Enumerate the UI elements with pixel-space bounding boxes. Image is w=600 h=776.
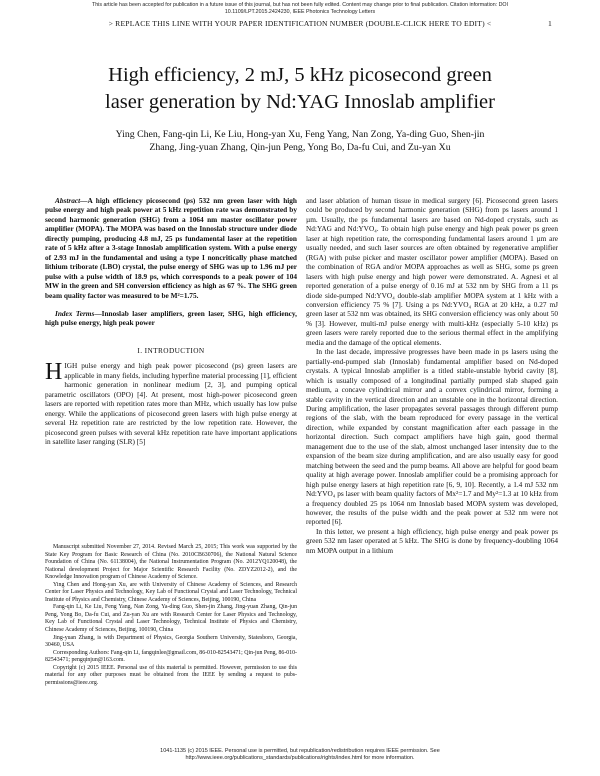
footer-line-2[interactable]: http://www.ieee.org/publications_standards/publications/rights/index.html for more information. [185,755,415,761]
title-line-1: High efficiency, 2 mJ, 5 kHz picosecond green [108,64,492,86]
authors-line-1: Ying Chen, Fang-qin Li, Ke Liu, Hong-yan Xu, Feng Yang, Nan Zong, Ya-ding Guo, Shen-jin [115,129,485,140]
publication-notice [0,2,600,16]
copyright-footer [0,748,600,762]
running-head-text[interactable]: > REPLACE THIS LINE WITH YOUR PAPER IDENTIFICATION NUMBER (DOUBLE-CLICK HERE TO EDIT) < [108,19,492,28]
title-line-2: laser generation by Nd:YAG Innoslab amplifier [105,91,495,113]
body-paragraph: In this letter, we present a high efficiency, high pulse energy and peak power ps green 532 nm laser operated at 5 kHz. The SHG is done by frequency-doubling 1064 nm MOPA output in a lithium [306,526,558,555]
abstract-text: —A high efficiency picosecond (ps) 532 nm green laser with high pulse energy and high peak power at 5 kHz repetition rate was demonstrated by second harmonic generation (SHG) from a 1064 nm master oscillator power amplifier (MOPA). The MOPA was based on the Innoslab structure under diode directly pumping, producing 4.8 mJ, 25 ps fundamental laser at the repetition rate of 5 kHz after a 3-stage Innoslab amplification system. With a pulse energy of 2.93 mJ in the fundamental and using a type I noncritically phase matched lithium triborate (LBO) crystal, the pulse energy of SHG was up to 1.96 mJ per pulse with a pulse width of 18.9 ps, which corresponds to a peak power of 104 MW in the green and SH conversion efficiency as high as 67 %. The SHG green beam quality factor was measured to be M²=1.75. [45,196,297,300]
footnote: Copyright (c) 2015 IEEE. Personal use of this material is permitted. However, permission to use this material for any other purposes must be obtained from the IEEE by sending a request to pubs-permissions@ieee.org. [45,664,297,686]
author-list [60,128,540,154]
index-terms-label: Index Terms [55,308,95,318]
right-column [306,196,558,555]
footnote: Jing-yuan Zhang, is with Department of Physics, Georgia Southern University, Statesboro, Georgia, 30460, USA [45,634,297,649]
running-head [0,19,600,28]
footnote: Corresponding Authors: Fang-qin Li, fangqinlee@gmail.com, 86-010-82543471; Qin-jun Peng, 86-010-82543471; pengqinjun@163.com. [45,649,297,664]
page-number: 1 [548,19,552,28]
left-column [45,196,297,446]
drop-cap: H [45,359,63,386]
index-terms-text: —Innoslab laser amplifiers, green laser, SHG, high efficiency, high pulse energy, high peak power [45,308,297,328]
notice-line-2: 10.1109/LPT.2015.2424230, IEEE Photonics Technology Letters [224,9,376,15]
authors-line-2: Zhang, Jing-yuan Zhang, Qin-jun Peng, Yong Bo, Da-fu Cui, and Zu-yan Xu [149,142,451,153]
abstract-label: Abstract [55,196,81,205]
footnote: Fang-qin Li, Ke Liu, Feng Yang, Nan Zong, Ya-ding Guo, Shen-jin Zhang, Jing-yuan Zhang, Qin-jun Peng, Yong Bo, Da-fu Cui, and Zu-yan Xu are with Research Center for Laser Physics and Technology, Key Lab of Functional Crystal and Laser Technology, Technical Institute of Physics and Chemistry, Chinese Academy of Sciences, Beijing, 100190, China [45,604,297,634]
paper-title [40,62,560,116]
body-paragraph: In the last decade, impressive progresses have been made in ps lasers using the partially-end-pumped slab (Innoslab) fundamental amplifier based on Nd-doped crystals. A typical Innoslab amplifier is a titled stable-unstable hybrid cavity [8], which is usually composed of a longitudinal partially pumped slab shaped gain medium, a concave cylindrical mirror and a convex cylindrical mirror, forming a stable cavity in the vertical direction and an unstable one in the horizontal direction. During amplification, the laser propagates several passages through different pump regions of the slab, with the beam reproduced for every passage in the vertical direction, while expanded by constant magnification after each passage in the horizontal direction. Such compact amplifiers have high gain, good thermal management due to the use of the slab, almost unchanged laser intensity due to the expansion of the beam size during amplification, and are also usually easy for good matching between the seed and the pump beams. All above are helpful for good beam quality at high average power. Innoslab amplifier could be a promising approach for high pulse energy lasers at high repetition rate [6, 9, 10]. Recently, a 1.4 mJ 532 nm Nd:YVO₄ ps laser with beam quality factors of Mx²=1.7 and My²=1.3 at 10 kHz from a frequency doubled 25 ps 1064 nm Innoslab based MOPA system was developed, however, the results of the pulse width and the peak power at 532 nm were not reported [6]. [306,347,558,527]
footnotes [45,544,297,687]
notice-line-1: This article has been accepted for publication in a future issue of this journal, but has not been fully edited. Content may change prior to final publication. Citation information: DOI [91,2,509,8]
footnote: Manuscript submitted November 27, 2014. Revised March 25, 2015; This work was supported by the State Key Program for Basic Research of China (No. 2010CB630706), the National Natural Science Foundation of China (No. 61138004), the National Instrumentation Program (No. 2012YQ120048), the National development Project for Major Scientific Research Facility (No. ZDYZ2012-2), and the Knowledge Innovation program of Chinese Academy of Science. [45,544,297,581]
abstract [45,196,297,300]
intro-paragraph [45,361,297,446]
section-heading: I. INTRODUCTION [137,345,205,355]
index-terms [45,309,297,328]
body-paragraph: and laser ablation of human tissue in medical surgery [6]. Picosecond green lasers could be produced by second harmonic generation (SHG) from ps lasers around 1 µm. Usually, the ps fundamental lasers are based on Nd-doped crystals, such as Nd:YAG and Nd:YVO₄. To obtain high pulse energy and high peak power ps green laser at high repetition rate, the corresponding fundamental lasers around 1 µm are usually needed, and such laser sources are often obtained by regenerative amplifier (RGA) with pulse picker and master oscillator power amplifier (MOPA). Based on the combination of RGA and/or MOPA approaches as well as SHG, some ps green lasers with high pulse energy and high power were demonstrated. A. Agnesi et al reported generation of a pulse energy of 0.16 mJ at 532 nm by SHG from a 11 ps diode side-pumped Nd:YVO₄ double-slab amplifier MOPA system at 1 kHz with a conversion efficiency 75 % [7]. Using a ps Nd:YVO₄ RGA at 20 kHz, a 0.27 mJ green laser at 532 nm was obtained, its SHG conversion efficiency was only about 50 % [3]. However, multi-mJ pulse energy with multi-kHz (especially 5-10 kHz) ps green lasers were rarely reported due to the serious thermal effect in the amplifying media and the damage of the optical elements. [306,196,558,347]
footnote: Ying Chen and Hong-yan Xu, are with University of Chinese Academy of Sciences, and Research Center for Laser Physics and Technology, Key Lab of Functional Crystal and Laser Technology, Technical Institute of Physics and Chemistry, Chinese Academy of Sciences, Beijing, 100190, China [45,581,297,603]
footer-line-1: 1041-1135 (c) 2015 IEEE. Personal use is permitted, but republication/redistribution requires IEEE permission. See [160,748,440,754]
intro-text: IGH pulse energy and high peak power picosecond (ps) green lasers are applicable in many fields, including hyperfine material processing [1], efficient harmonic generation in nonlinear medium [2, 3], and pumping optical parametric oscillators (OPO) [4]. At present, most high-power picosecond green lasers are reported with repetition rates more than MHz, which usually has low pulse energy. While the applications of picosecond green lasers with high pulse energy at several Hz repetition rate are restricted by the low repetition rate. However, the picosecond green pulses with several kHz repetition rate have important applications in satellite laser ranging (SLR) [5] [45,361,297,446]
